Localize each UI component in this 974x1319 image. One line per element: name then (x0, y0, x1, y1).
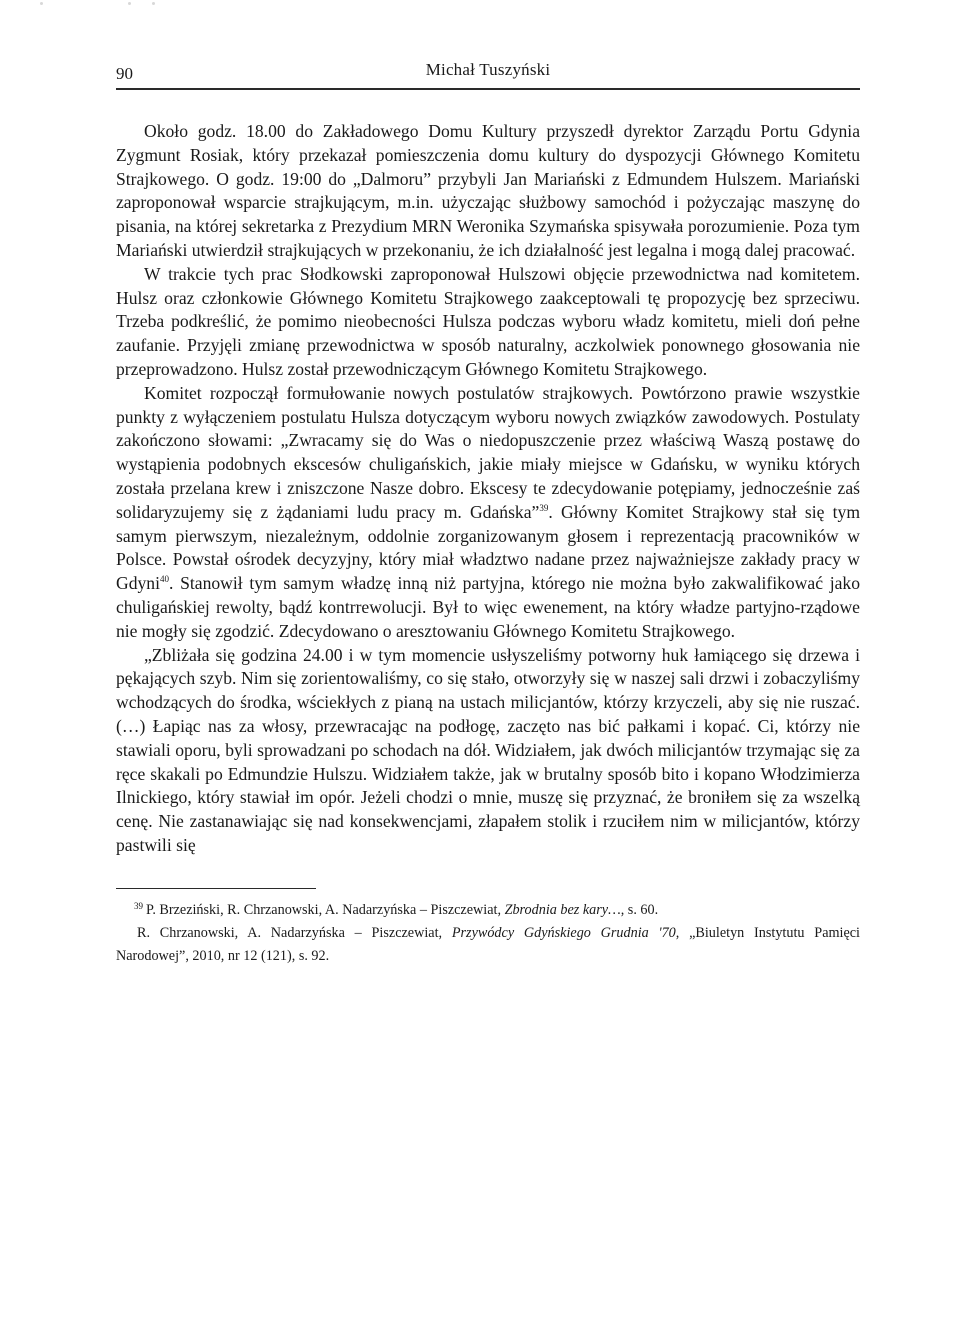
paragraph-text: . Główny Komitet Strajkowy stał się tym samym pierwszym, niezależnym, oddolnie zorganizowanym głosem i reprezentacją pracowników w Polsce. Powstał ośrodek decyzyjny, który miał władztwo nadane przez najważniejsze zakłady pracy w Gdyni (116, 501, 861, 594)
footnote-title: Przywódcy Gdyńskiego Grudnia '70 (451, 924, 676, 941)
footnote-number: 39 (134, 900, 143, 911)
paragraph: W trakcie tych prac Słodkowski zaproponował Hulszowi objęcie przewodnictwa nad komitetem. Hulsz oraz członkowie Głównego Komitetu Strajkowego zaakceptowali tę propozycję bez sprzeciwu. Trzeba podkreślić, że pomimo nieobecności Hulsza podczas wyboru władz komitetu, mieli doń pełne zaufanie. Przyjęli zmianę przewodnictwa w sposób naturalny, aczkolwiek ponownego głosowania nie przeprowadzono. Hulsz został przewodniczącym Głównego Komitetu Strajkowego. (116, 263, 860, 379)
footnote-authors: R. Chrzanowski, A. Nadarzyńska – Piszczewiat, (137, 924, 452, 941)
footnote-title: Zbrodnia bez kary… (504, 901, 621, 918)
paragraph (116, 382, 860, 644)
footnote-reference[interactable]: 40 (159, 574, 169, 585)
footnote-item (116, 899, 860, 922)
footnote-rest: , s. 60. (620, 901, 659, 918)
running-head (116, 54, 860, 90)
scan-artifact (40, 2, 43, 5)
page-number: 90 (116, 64, 133, 83)
scan-artifact (128, 2, 131, 5)
running-title-author: Michał Tuszyński (425, 60, 551, 79)
footnotes (116, 899, 860, 968)
scan-artifact (152, 2, 155, 5)
paragraph-text: . Stanowił tym samym władzę inną niż partyjna, którego nie można było zakwalifikować jako chuligańskiej rewolty, bądź kontrrewolucji. Był to więc ewenement, na który władze partyjno-rządowe nie mogły się zgodzić. Zdecydowano o aresztowaniu Głównego Komitetu Strajkowego. (116, 573, 860, 641)
paragraph-text: Komitet rozpoczął formułowanie nowych postulatów strajkowych. Powtórzono prawie wszystkie punkty z wyłączeniem postulatu Hulsza dotyczącym wyboru nowych związków zawodowych. Postulaty zakończono słowami: „Zwracamy się do Was o niedopuszczenie przez właściwą Waszą postawę do wystąpienia podobnych ekscesów chuligańskich, jakie miały miejsce w Gdańsku, w wyniku których została przelana krew i zniszczone Nasze dobro. Ekscesy te zdecydowanie potępiamy, jednocześnie zaś solidaryzujemy się z żądaniami ludu pracy m. Gdańska” (116, 382, 860, 522)
footnote-item (116, 922, 860, 968)
paragraph: Około godz. 18.00 do Zakładowego Domu Kultury przyszedł dyrektor Zarządu Portu Gdynia Zygmunt Rosiak, który przekazał pomieszczenia domu kultury do dyspozycji Głównego Komitetu Strajkowego. O godz. 19:00 do „Dalmoru” przybyli Jan Mariański z Edmundem Hulszem. Mariański zaproponował wsparcie strajkującym, m.in. użyczając służbowy samochód i pożyczając maszynę do pisania, na której sekretarka z Prezydium MRN Weronika Szymańska spisywała porozumienie. Poza tym Mariański utwierdził strajkujących w przekonaniu, że ich działalność jest legalna i mogą dalej pracować. (116, 121, 860, 260)
footnote-authors: P. Brzeziński, R. Chrzanowski, A. Nadarzyńska – Piszczewiat, (146, 901, 505, 918)
footnote-divider (116, 888, 316, 889)
body-text (116, 120, 860, 858)
footnote-reference[interactable]: 39 (539, 502, 549, 513)
footnote-rest: , „Biuletyn Instytutu Pamięci Narodowej”, 2010, nr 12 (121), s. 92. (116, 924, 860, 964)
book-page (116, 54, 860, 968)
paragraph-quote: „Zbliżała się godzina 24.00 i w tym momencie usłyszeliśmy potworny huk łamiącego się drzewa i pękających szyb. Nim się zorientowaliśmy, co się stało, otworzyły się w naszej sali drzwi i zobaczyliśmy wchodzących do środka, wściekłych z pianą na ustach milicjantów, którzy krzyczeli, aby się nie ruszać. (…) Łapiąc nas za włosy, przewracając na podłogę, zaczęto nas bić pałkami i kopać. Ci, którzy nie stawiali oporu, byli sprowadzani po schodach na dół. Widziałem, jak dwóch milicjantów trzymając się za ręce skakali po Edmundzie Hulszu. Widziałem także, jak w brutalny sposób bito i kopano Włodzimierza Ilnickiego, który stawiał im opór. Jeżeli chodzi o mnie, muszę się przyznać, że broniłem się za wszelką cenę. Nie zastanawiając się nad konsekwencjami, złapałem stolik i rzuciłem nim w milicjantów, którzy pastwili się (116, 644, 860, 855)
